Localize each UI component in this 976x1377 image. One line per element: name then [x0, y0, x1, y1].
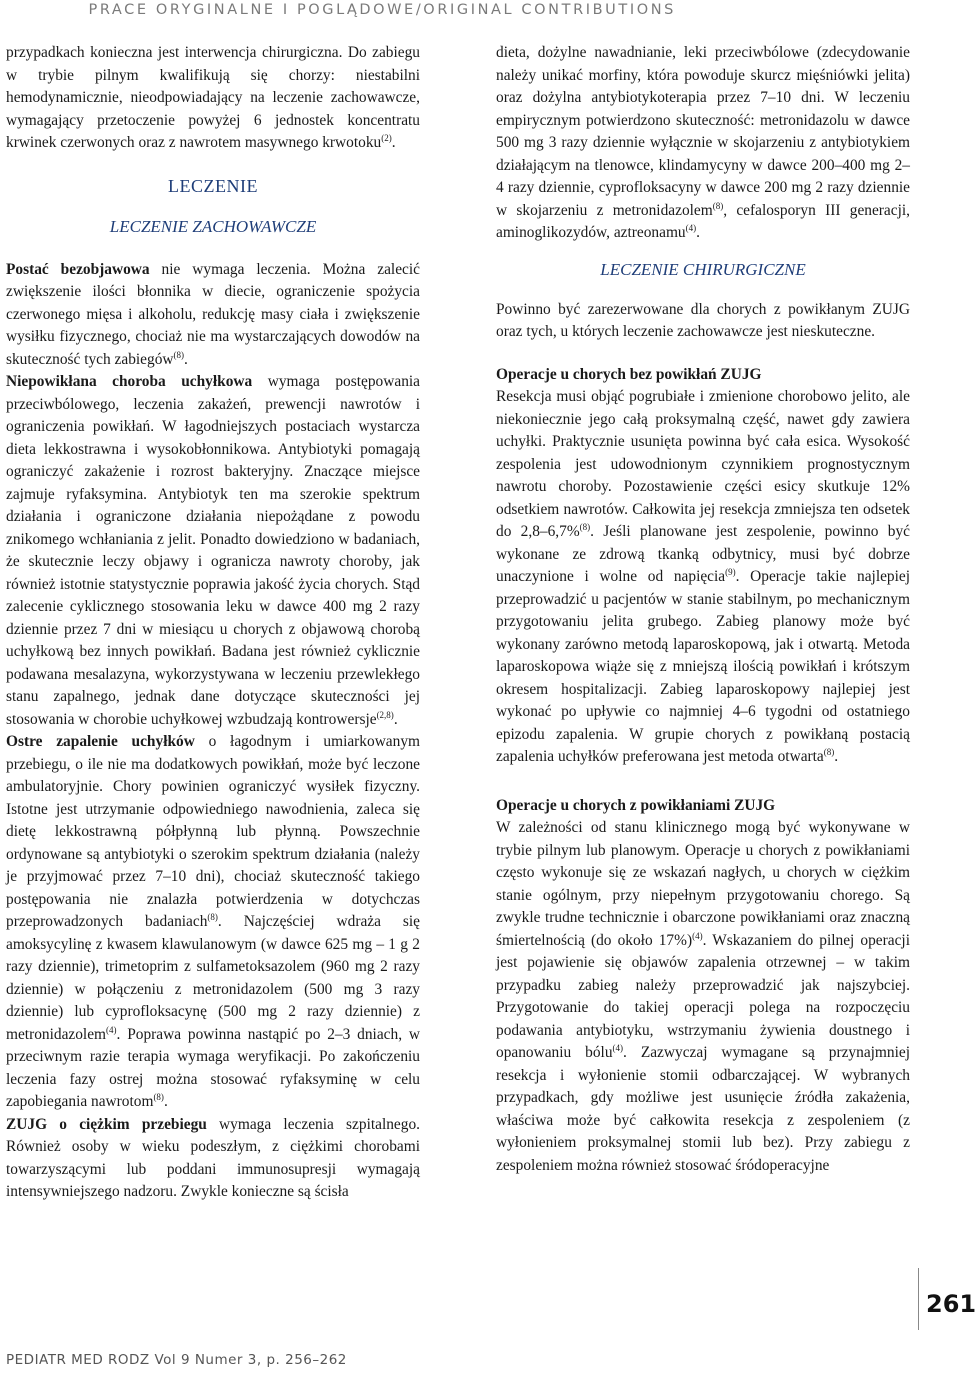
- subsection-title-chirurgiczne: LECZENIE CHIRURGICZNE: [600, 259, 806, 279]
- section-title-leczenie: LECZENIE: [168, 175, 258, 196]
- left-column: [6, 42, 420, 1204]
- heading-z-powiklaniami: Operacje u chorych z powikłaniami ZUJG: [496, 796, 776, 814]
- paragraph-bezobjawowa: Postać bezobjawowa nie wymaga leczenia. Można zalecić zwiększenie ilości błonnika w diecie, ograniczenie spożycia czerwonego mięsa i alkoholu, redukcję masy ciała i zwiększenie wysiłku fizycznego, chociaż nie ma wystarczających dowodów na skuteczność tych zabiegów$^{(8)}$.: [6, 260, 420, 368]
- running-title: PRACE ORYGINALNE I POGLĄDOWE/ORIGINAL CONTRIBUTIONS: [88, 2, 676, 18]
- footer-citation: PEDIATR MED RODZ Vol 9 Numer 3, p. 256–262: [6, 1352, 347, 1368]
- heading-bez-powiklan: Operacje u chorych bez powikłań ZUJG: [496, 365, 762, 383]
- paragraph-zarezerwowane: Powinno być zarezerwowane dla chorych z powikłanym ZUJG oraz tych, u których leczenie zachowawcze jest nieskuteczne.: [496, 300, 910, 340]
- paragraph-resekcja: Resekcja musi objąć pogrubiałe i zmienione chorobowo jelito, ale niekoniecznie jego całą proksymalną część, nawet gdy zawiera uchyłki. Praktycznie usunięta powinna być cała esica. Wysokość zespolenia jest udowodnionym czynnikiem prognostycznym nawrotu choroby. Pozostawienie części esicy skutkuje 12% odsetkiem nawrotów. Całkowita jej resekcja zmniejsza ten odsetek do 2,8–6,7%$^{(8)}$. Jeśli planowane jest zespolenie, powinno być wykonane ze zdrową tkanką odbytnicy, musi być dobrze unaczynione i wolne od napięcia$^{(9)}$. Operacje takie najlepiej przeprowadzić u pacjentów w stanie stabilnym, po mechanicznym przygotowaniu jelita grubego. Zabieg planowy może być wykonany zarówno metodą laparoskopową, jak i otwartą. Metoda laparoskopowa wiąże się z mniejszą ilością powikłań i krótszym okresem hospitalizacji. Zabieg laparoskopowy najlepiej jest wykonać po upływie co najmniej 4–6 tygodni od ostatniego epizodu zapalenia. W grupie chorych z powikłaną postacią zapalenia uchyłków preferowana jest metoda otwarta$^{(8)}$.: [496, 388, 911, 765]
- intro-paragraph: przypadkach konieczna jest interwencja chirurgiczna. Do zabiegu w trybie pilnym kwalifikują się chorzy: niestabilni hemodynamicznie, nieodpowiadający na leczenie zachowawcze, wymagający przetoczenie powyżej 6 jednostek koncentratu krwinek czerwonych oraz z nawrotem masywnego krwotoku$^{(2)}$.: [6, 44, 420, 151]
- paragraph-ostre-zapalenie: Ostre zapalenie uchyłków o łagodnym i umiarkowanym przebiegu, o ile nie ma dodatkowych powikłań, może być leczone ambulatoryjnie. Chory powinien ograniczyć wysiłek fizyczny. Istotne jest utrzymanie odpowiedniego nawodnienia, zaleca się dietę lekkostrawną półpłynną lub płynną. Powszechnie ordynowane są antybiotyki o szerokim spektrum działania (należy je przyjmować przez 7–10 dni), chociaż skuteczność takiego postępowania nie znalazła potwierdzenia w dotychczas przeprowadzonych badaniach$^{(8)}$. Najczęściej wdraża się amoksycylinę z kwasem klawulanowym (w dawce 625 mg – 1 g 2 razy dziennie), trimetoprim z sulfametoksazolem (960 mg 2 razy dziennie) w połączeniu z metronidazolem (500 mg 3 razy dziennie) lub cyprofloksacynę (500 mg 2 razy dziennie) z metronidazolem$^{(4)}$. Poprawa powinna nastąpić po 2–3 dniach, w przeciwnym razie terapia wymaga weryfikacji. Po zakończeniu leczenia fazy ostrej można stosować ryfaksyminę w celu zapobiegania nawrotom$^{(8)}$.: [6, 733, 421, 1110]
- paragraph-niepowiklana: Niepowikłana choroba uchyłkowa wymaga postępowania przeciwbólowego, leczenia zakażeń, prewencji nawrotów i ograniczenia powikłań. W łagodniejszych postaciach wystarcza dieta lekkostrawna i wysokobłonnikowa. Antybiotyki pomagają ograniczyć zakażenie i rozrost bakteryjny. Znaczące miejsce zajmuje ryfaksymina. Antybiotyk ten ma szerokie spektrum działania i ograniczone działania niepożądane z powodu znikomego wchłaniania z jelit. Ponadto dowiedziono w badaniach, że skutecznie leczy objawy i ogranicza nawroty choroby, jak również istotnie statystycznie poprawia jakość życia chorych. Stąd zalecenie cyklicznego stosowania leku w dawce 400 mg 2 razy dziennie przez 7 dni w miesiącu u chorych z objawową chorobą uchyłkową bez innych powikłań. Badana jest również cyklicznie podawana mesalazyna, wykorzystywana w leczeniu przewlekłego stanu zapalnego, jednak dane dotyczące skuteczności jej stosowania w chorobie uchyłkowej wzbudzają kontrowersje$^{(2,8)}$.: [6, 373, 420, 728]
- paragraph-ciezki-przebieg: ZUJG o ciężkim przebiegu wymaga leczenia szpitalnego. Również osoby w wieku podeszłym, z ciężkimi chorobami towarzyszącymi lub poddani immunosupresji wymagają intensywniejszego nadzoru. Zwykle konieczne są ścisła: [6, 1115, 420, 1200]
- paragraph-tryb-pilny: W zależności od stanu klinicznego mogą być wykonywane w trybie pilnym lub planowym. Operacje u chorych z powikłaniami często wykonuje się ze wskazań nagłych, u chorych w ciężkim stanie ogólnym, przy niepełnym przygotowaniu chorego. Są zwykle trudne technicznie i obarczone powikłaniami oraz znaczną śmiertelnością (do około 17%)$^{(4)}$. Wskazaniem do pilnej operacji jest pojawienie się objawów zapalenia otrzewnej – w takim przypadku zabieg należy przeprowadzić jak najszybciej. Przygotowanie do takiej operacji polega na rozpoczęciu podawania antybiotyku, wstrzymaniu żywienia doustnego i opanowaniu bólu$^{(4)}$. Zazwyczaj wymagane są przynajmniej resekcja i wyłonienie stomii odbarczającej. W wybranych przypadkach, gdy możliwe jest usunięcie źródła zakażenia, właściwa może być całkowita resekcja z zespoleniem (z wyłonieniem proksymalnej stomii lub bez). Przy zabiegu z zespoleniem można również stosować śródoperacyjne: [496, 819, 910, 1174]
- page-number-rule: [918, 1268, 919, 1330]
- right-column: [496, 42, 910, 1177]
- subsection-title-zachowawcze: LECZENIE ZACHOWAWCZE: [109, 216, 317, 236]
- paragraph-dieta: dieta, dożylne nawadnianie, leki przeciwbólowe (zdecydowanie należy unikać morfiny, która powoduje skurcz mięśniówki jelita) oraz dożylna antybiotykoterapia przez 7–10 dni. W leczeniu empirycznym potwierdzono skuteczność: metronidazolu w dawce 500 mg 3 razy dziennie wyłącznie w skojarzeniu z antybiotykiem działającym na tlenowce, klindamycyny w dawce 200–400 mg 2–4 razy dziennie, cyprofloksacyny w dawce 200 mg 2 razy dziennie w skojarzeniu z metronidazolem$^{(8)}$, cefalosporyn III generacji, aminoglikozydów, aztreonamu$^{(4)}$.: [496, 44, 910, 241]
- page-number: 261: [926, 1290, 976, 1318]
